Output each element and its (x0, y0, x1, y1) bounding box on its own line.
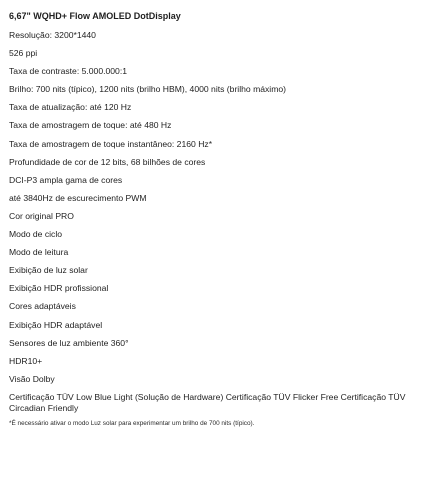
spec-item-pro-hdr: Exibição HDR profissional (9, 283, 109, 294)
spec-item-certifications: Certificação TÜV Low Blue Light (Solução de Hardware) Certificação TÜV Flicker Free Certificação TÜV Circadian Friendly (9, 391, 406, 413)
spec-item-touch-sampling: Taxa de amostragem de toque: até 480 Hz (9, 120, 172, 131)
spec-item-adaptive-colors: Cores adaptáveis (9, 301, 76, 312)
spec-item-color-gamut: DCI-P3 ampla gama de cores (9, 174, 123, 185)
spec-item-ambient-light-sensors: Sensores de luz ambiente 360° (9, 337, 129, 348)
spec-item-original-color: Cor original PRO (9, 210, 74, 221)
spec-item-hdr10-plus: HDR10+ (9, 355, 43, 366)
spec-item-brightness: Brilho: 700 nits (típico), 1200 nits (brilho HBM), 4000 nits (brilho máximo) (9, 84, 287, 95)
spec-title: 6,67" WQHD+ Flow AMOLED DotDisplay (9, 11, 181, 21)
spec-list (9, 26, 434, 414)
spec-item-sunlight-display: Exibição de luz solar (9, 265, 88, 276)
spec-item-dolby-vision: Visão Dolby (9, 373, 55, 384)
spec-item-ppi: 526 ppi (9, 48, 38, 59)
spec-item-cycle-mode: Modo de ciclo (9, 229, 63, 240)
footnote: *É necessário ativar o modo Luz solar para experimentar um brilho de 700 nits (típico). (9, 419, 255, 427)
spec-item-adaptive-hdr: Exibição HDR adaptável (9, 319, 103, 330)
spec-item-instant-touch-sampling: Taxa de amostragem de toque instantâneo: 2160 Hz* (9, 138, 213, 149)
spec-item-pwm-dimming: até 3840Hz de escurecimento PWM (9, 192, 147, 203)
spec-item-contrast: Taxa de contraste: 5.000.000:1 (9, 66, 128, 77)
spec-item-refresh-rate: Taxa de atualização: até 120 Hz (9, 102, 132, 113)
spec-item-resolution: Resolução: 3200*1440 (9, 30, 96, 40)
spec-item-reading-mode: Modo de leitura (9, 247, 69, 258)
spec-item-color-depth: Profundidade de cor de 12 bits, 68 bilhões de cores (9, 156, 206, 167)
